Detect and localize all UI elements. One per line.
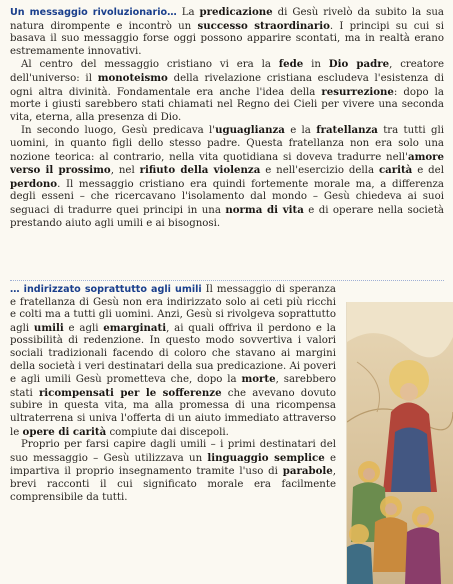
- key-term: norma di vita: [225, 203, 304, 216]
- key-term: linguaggio semplice: [207, 451, 325, 464]
- key-term: amore verso il prossimo: [10, 150, 444, 177]
- key-term: fede: [278, 58, 304, 71]
- paragraph: [10, 6, 444, 58]
- key-term: uguaglianza: [215, 124, 285, 137]
- text-run: e nell'esercizio della: [260, 165, 379, 177]
- text-run: . Il messaggio cristiano era quindi fortemente morale ma, a differenza degli esseni – che ricercavano l'isolamento dal mondo – Gesù chiedeva ai suoi seguaci di tradurre quei principi in una: [10, 178, 444, 216]
- text-column: [10, 284, 336, 584]
- section-addressed-to-humble: [10, 284, 444, 584]
- text-run: . I principi su cui si basava il suo messaggio forse oggi possono apparire scontati, ma in realtà erano estremamente innovativi.: [10, 20, 444, 57]
- key-term: parabole: [282, 465, 333, 478]
- text-run: che avevano dovuto subire in questa vita, ma alla promessa di una ricompensa ultraterrena si univa l'offerta di un aiuto immediato attraverso le: [10, 387, 336, 438]
- key-term: predicazione: [199, 6, 273, 18]
- section-revolutionary-message: [10, 6, 444, 276]
- paragraph: [10, 439, 336, 504]
- fresco-image: [346, 302, 453, 584]
- paragraph: [10, 124, 444, 230]
- key-term: successo straordinario: [197, 19, 330, 32]
- text-run: e di operare nella società prestando aiuto agli umili e ai bisognosi.: [10, 204, 444, 229]
- paragraph: [10, 284, 336, 439]
- fresco-illustration: [347, 302, 453, 584]
- text-run: , nel: [110, 165, 140, 177]
- section-heading: … indirizzato soprattutto agli umili: [10, 284, 202, 295]
- section-heading: Un messaggio rivoluzionario…: [10, 7, 177, 18]
- text-run: e agli: [63, 322, 104, 334]
- paragraph-body: [10, 284, 336, 438]
- key-term: umili: [33, 321, 64, 334]
- key-term: rifiuto della violenza: [139, 164, 261, 177]
- key-term: carità: [378, 164, 413, 177]
- key-term: ricompensati per le sofferenze: [38, 386, 222, 399]
- text-run: e la: [284, 125, 317, 137]
- key-term: perdono: [10, 177, 58, 190]
- key-term: monoteismo: [97, 71, 168, 84]
- text-run: , creatore dell'universo: il: [10, 59, 444, 84]
- text-run: in: [303, 59, 329, 71]
- key-term: emarginati: [103, 321, 167, 334]
- key-term: opere di carità: [22, 425, 107, 438]
- text-run: della rivelazione cristiana escludeva l'esistenza di ogni altra divinità. Fondamentale era anche l'idea della: [10, 72, 444, 98]
- text-run: Il messaggio di speranza e fratellanza di Gesù non era indirizzato solo ai ceti più ricchi e colti ma a tutti gli uomini. Anzi, Gesù si rivolgeva soprattutto agli: [10, 284, 336, 334]
- text-run: e impartiva il proprio insegnamento tramite l'uso di: [10, 452, 336, 478]
- text-run: : dopo la morte i giusti sarebbero stati chiamati nel Regno dei Cieli per vivere una seconda vita, eterna, alla presenza di Dio.: [10, 86, 444, 123]
- key-term: resurrezione: [321, 85, 394, 98]
- paragraph: [10, 58, 444, 124]
- text-run: , brevi racconti il cui significato morale era facilmente comprensibile da tutti.: [10, 466, 336, 503]
- text-run: e del: [412, 165, 444, 177]
- text-run: Al centro del messaggio cristiano vi era la: [21, 59, 279, 71]
- text-run: La: [176, 7, 200, 18]
- key-term: fratellanza: [316, 124, 378, 137]
- text-run: compiute dai discepoli.: [106, 426, 229, 438]
- section-divider: [10, 280, 444, 281]
- text-run: In secondo luogo, Gesù predicava l': [21, 125, 216, 137]
- text-run: , sarebbero stati: [10, 374, 336, 399]
- key-term: Dio padre: [328, 58, 390, 71]
- text-run: , ai quali offriva il perdono e la possibilità di redenzione. In questo modo sovvertiva i valori sociali tradizionali facendo di coloro che stavano ai margini della società i veri destinatari della sua predicazione. Ai poveri e agli umili Gesù prometteva che, dopo la: [10, 322, 336, 386]
- text-run: Proprio per farsi capire dagli umili – i primi destinatari del suo messaggio – Gesù utilizzava un: [10, 439, 336, 464]
- key-term: morte: [241, 373, 276, 386]
- text-run: tra tutti gli uomini, in quanto figli dello stesso padre. Questa fratellanza non era solo una nozione teorica: al contrario, nella vita quotidiana si doveva tradurre nell': [10, 125, 444, 163]
- text-run: di Gesù rivelò da subito la sua natura dirompente e incontrò un: [10, 7, 444, 32]
